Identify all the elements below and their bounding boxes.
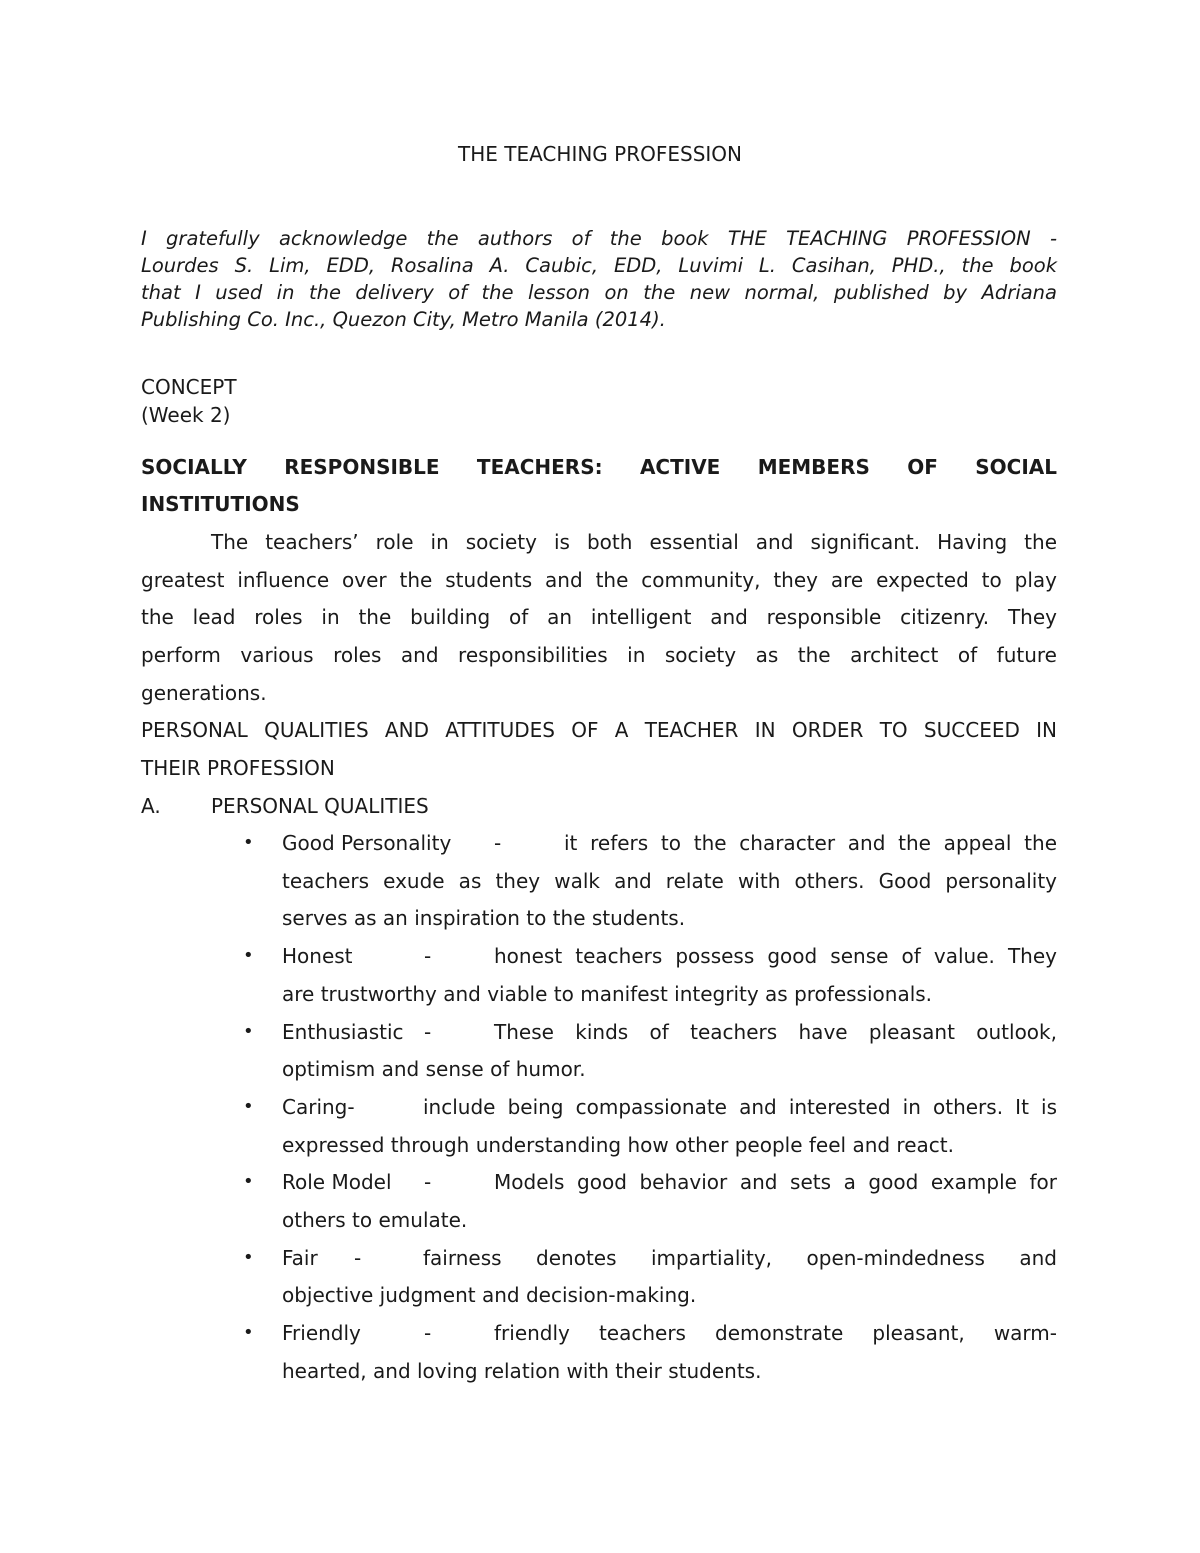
quality-term: Good Personality [282, 831, 452, 855]
section-a-title: PERSONAL QUALITIES [211, 794, 429, 818]
quality-term: Fair [282, 1246, 318, 1270]
quality-description: These kinds of teachers have pleasant outlook, [494, 1020, 1057, 1044]
quality-description: Models good behavior and sets a good example for [494, 1170, 1057, 1194]
bullet-icon: • [243, 1096, 254, 1117]
document-title: THE TEACHING PROFESSION [458, 142, 742, 166]
quality-description: honest teachers possess good sense of value. They [494, 944, 1057, 968]
quality-description-continued: teachers exude as they walk and relate with others. Good personality [282, 869, 1057, 893]
dash-separator: - [494, 831, 502, 855]
bullet-icon: • [243, 1171, 254, 1192]
week-label: (Week 2) [141, 403, 231, 427]
section-heading-line: INSTITUTIONS [141, 492, 300, 516]
quality-description: fairness denotes impartiality, open-mindedness and [423, 1246, 1057, 1270]
dash-separator: - [354, 1246, 362, 1270]
quality-description-continued: others to emulate. [282, 1208, 468, 1232]
quality-description-continued: expressed through understanding how other people feel and react. [282, 1133, 954, 1157]
acknowledgement-line: Publishing Co. Inc., Quezon City, Metro Manila (2014). [141, 308, 666, 331]
intro-paragraph-line: The teachers’ role in society is both essential and significant. Having the [211, 530, 1057, 554]
quality-term: Enthusiastic [282, 1020, 404, 1044]
concept-label: CONCEPT [141, 375, 237, 399]
quality-term: Caring- [282, 1095, 355, 1119]
quality-description: it refers to the character and the appeal the [564, 831, 1057, 855]
section-heading-line: SOCIALLY RESPONSIBLE TEACHERS: ACTIVE MEMBERS OF SOCIAL [141, 455, 1057, 479]
intro-paragraph-line: generations. [141, 681, 267, 705]
qualities-heading-line: THEIR PROFESSION [141, 756, 335, 780]
quality-term: Role Model [282, 1170, 392, 1194]
bullet-icon: • [243, 1322, 254, 1343]
dash-separator: - [424, 1020, 432, 1044]
bullet-icon: • [243, 945, 254, 966]
acknowledgement-line: I gratefully acknowledge the authors of the book THE TEACHING PROFESSION - [141, 227, 1057, 250]
quality-description: friendly teachers demonstrate pleasant, warm- [494, 1321, 1057, 1345]
intro-paragraph-line: perform various roles and responsibilities in society as the architect of future [141, 643, 1057, 667]
acknowledgement-line: that I used in the delivery of the lesson on the new normal, published by Adriana [141, 281, 1057, 304]
acknowledgement-line: Lourdes S. Lim, EDD, Rosalina A. Caubic, EDD, Luvimi L. Casihan, PHD., the book [141, 254, 1057, 277]
dash-separator: - [424, 1170, 432, 1194]
qualities-heading-line: PERSONAL QUALITIES AND ATTITUDES OF A TEACHER IN ORDER TO SUCCEED IN [141, 718, 1057, 742]
acknowledgement-paragraph [141, 225, 1057, 333]
bullet-icon: • [243, 1247, 254, 1268]
quality-description-continued: optimism and sense of humor. [282, 1057, 586, 1081]
dash-separator: - [424, 1321, 432, 1345]
dash-separator: - [424, 944, 432, 968]
quality-description-continued: hearted, and loving relation with their students. [282, 1359, 762, 1383]
quality-description-continued: are trustworthy and viable to manifest integrity as professionals. [282, 982, 933, 1006]
quality-description-continued: objective judgment and decision-making. [282, 1283, 697, 1307]
quality-term: Friendly [282, 1321, 361, 1345]
bullet-icon: • [243, 1021, 254, 1042]
bullet-icon: • [243, 832, 254, 853]
intro-paragraph-line: greatest influence over the students and the community, they are expected to play [141, 568, 1057, 592]
section-a-letter: A. [141, 794, 161, 818]
quality-description: include being compassionate and interested in others. It is [423, 1095, 1057, 1119]
quality-description-continued: serves as an inspiration to the students. [282, 906, 686, 930]
quality-term: Honest [282, 944, 353, 968]
intro-paragraph-line: the lead roles in the building of an intelligent and responsible citizenry. They [141, 605, 1057, 629]
